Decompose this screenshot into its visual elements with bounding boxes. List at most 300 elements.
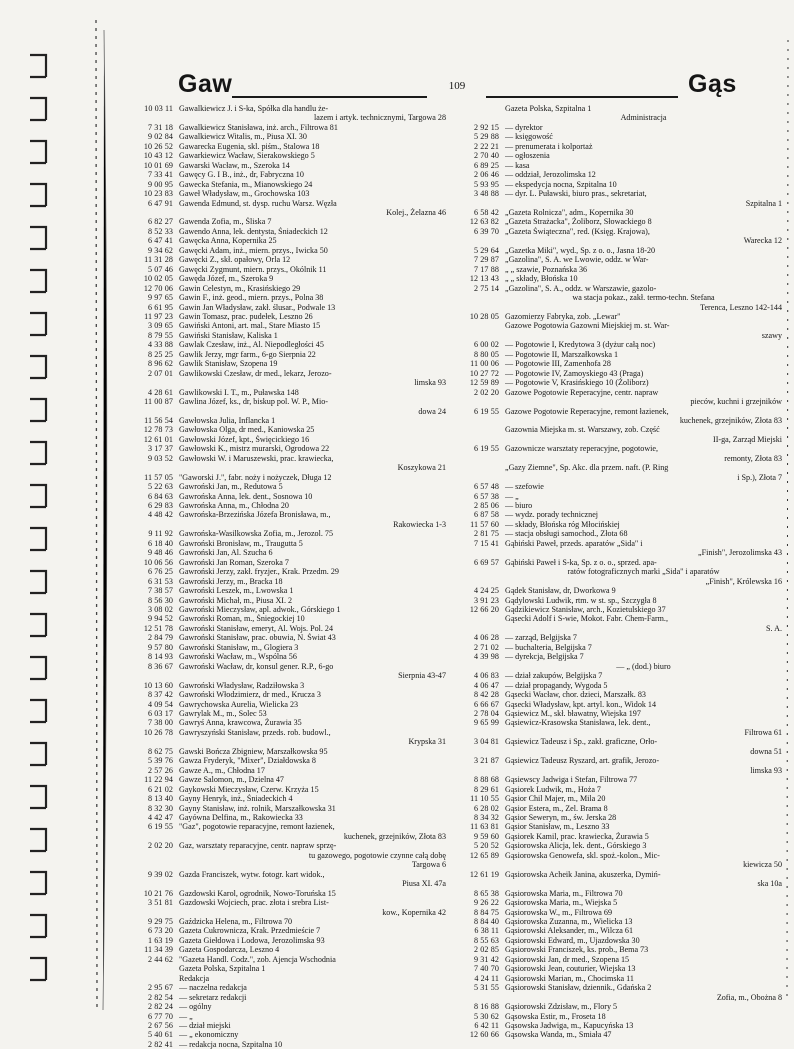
phone-number: 9 65 99 xyxy=(474,718,499,728)
phone-number xyxy=(446,766,505,775)
phone-number: 12 51 78 xyxy=(143,623,173,633)
phone-number: 9 59 60 xyxy=(474,831,499,841)
listing-row xyxy=(120,510,446,519)
listing-text: Gawlak Czesław, inż., Al. Niepodległości 45 xyxy=(179,340,324,350)
listing-text: „Finish", Królewska 16 xyxy=(705,576,782,586)
listing-text: — dział zakupów, Belgijska 7 xyxy=(505,671,603,681)
phone-number xyxy=(446,860,505,869)
listing-text: Gazowe Pogotowie Reperacyjne, remont łazienek, xyxy=(505,406,669,416)
listing-row xyxy=(120,567,446,576)
listing-row xyxy=(120,804,446,813)
listing-text: Gawroński Wacław, m., Wspólna 56 xyxy=(179,652,297,662)
listing-text: „Gazeta Strażacka", Żoliborz, Słowackiego 8 xyxy=(505,217,652,227)
listing-row xyxy=(446,671,782,680)
listing-row xyxy=(120,737,446,746)
listing-row xyxy=(120,501,446,510)
phone-number xyxy=(446,662,505,671)
listing-row xyxy=(446,104,782,113)
listing-row xyxy=(120,794,446,803)
listing-text: Gąsecki Władysław, kpt. artyl. kon., Widok 14 xyxy=(505,699,657,709)
phone-number: 10 27 72 xyxy=(469,368,499,378)
phone-number: 2 02 85 xyxy=(474,945,499,955)
listing-text: — zarząd, Belgijska 7 xyxy=(505,633,577,643)
listing-text: — szefowie xyxy=(505,482,544,492)
listing-text: Gawalkiewicz Stanisława, inż. arch., Filtrowa 81 xyxy=(179,122,338,132)
phone-number: 7 17 88 xyxy=(474,264,499,274)
listing-row xyxy=(120,321,446,330)
listing-row xyxy=(120,1040,446,1049)
listing-row xyxy=(120,388,446,397)
listing-row xyxy=(120,681,446,690)
listing-text: "Gaworski J.", fabr. noży i nożyczek, Długa 12 xyxy=(179,472,332,482)
listing-text: — dyrektor xyxy=(505,122,543,132)
listing-row xyxy=(446,407,782,416)
listing-text: Gawlik Stanisław, Szopena 19 xyxy=(179,359,278,369)
listing-text: Gaździcka Helena, m., Filtrowa 70 xyxy=(179,916,293,926)
phone-number xyxy=(446,397,505,406)
phone-number: 10 23 83 xyxy=(143,189,173,199)
listing-text: tu gazowego, pogotowie czynne całą dobę xyxy=(308,850,446,860)
listing-text: — buchalteria, Belgijska 7 xyxy=(505,642,592,652)
listing-row xyxy=(120,378,446,387)
listing-row xyxy=(446,662,782,671)
listing-row xyxy=(120,529,446,538)
listing-text: Gazeta Cukrownicza, Krak. Przedmieście 7 xyxy=(179,926,321,936)
listing-text: Gazomierzy Fabryka, zob. „Lewar" xyxy=(505,311,621,321)
phone-number xyxy=(120,832,179,841)
phone-number: 10 28 05 xyxy=(469,311,499,321)
listing-row xyxy=(446,548,782,557)
listing-row xyxy=(120,945,446,954)
listing-text: Gazowe Pogotowia Gazowni Miejskiej m. st. War- xyxy=(505,321,670,331)
listing-text: downa 51 xyxy=(750,746,782,756)
phone-number: 11 57 05 xyxy=(144,472,173,482)
phone-number: 3 17 37 xyxy=(148,444,173,454)
listing-row xyxy=(120,113,446,122)
phone-number: 5 22 63 xyxy=(148,482,173,492)
listing-row xyxy=(446,917,782,926)
listing-text: Gąsiorowska Maria, m., Wiejska 5 xyxy=(505,898,618,908)
phone-number xyxy=(120,974,179,983)
phone-number: 2 07 01 xyxy=(148,368,173,378)
listing-row xyxy=(446,700,782,709)
listing-row xyxy=(446,1030,782,1039)
listing-row xyxy=(446,454,782,463)
listing-row xyxy=(120,473,446,482)
listing-row xyxy=(120,265,446,274)
listing-text: Sierpnia 43-47 xyxy=(398,671,446,681)
phone-number: 2 44 62 xyxy=(148,954,173,964)
listing-text: Szpitalna 1 xyxy=(745,198,782,208)
phone-number: 9 11 92 xyxy=(148,529,173,539)
listing-row xyxy=(446,369,782,378)
phone-number: 8 42 28 xyxy=(474,690,499,700)
phone-number xyxy=(446,577,505,586)
listing-row xyxy=(446,520,782,529)
listing-text: Gawroński Leszek, m., Lwowska 1 xyxy=(179,586,294,596)
listing-row xyxy=(120,879,446,888)
listing-text: Gąsiorowska Zuzanna, m., Wielicka 13 xyxy=(505,916,633,926)
phone-number xyxy=(446,113,505,122)
listing-row xyxy=(446,756,782,765)
phone-number: 5 07 46 xyxy=(148,264,173,274)
listing-row xyxy=(446,983,782,992)
listing-row xyxy=(120,756,446,765)
listing-text: Gawroński Bronisław, m., Traugutta 5 xyxy=(179,538,303,548)
listing-text: Gąbiński Paweł i S-ka, Sp. z o. o., sprzed. apa- xyxy=(505,557,657,567)
listing-text: — Pogotowie I, Kredytowa 3 (dyżur całą noc) xyxy=(505,340,656,350)
listing-row xyxy=(120,983,446,992)
listing-text: Gawroński Stanisław, emeryt, Al. Wojs. Pol. 24 xyxy=(179,623,334,633)
phone-number: 6 31 53 xyxy=(148,576,173,586)
phone-number: 10 26 78 xyxy=(143,727,173,737)
phone-number: 9 02 84 xyxy=(148,132,173,142)
listing-row xyxy=(446,510,782,519)
listing-row xyxy=(120,539,446,548)
listing-row xyxy=(446,321,782,330)
listing-row xyxy=(120,974,446,983)
phone-number: 10 02 05 xyxy=(143,274,173,284)
listing-row xyxy=(120,1021,446,1030)
listing-text: Gawiński Antoni, art. mal., Stare Miasto 15 xyxy=(179,321,321,331)
phone-number: 2 22 21 xyxy=(474,141,499,151)
phone-number: 9 03 52 xyxy=(148,453,173,463)
listing-row xyxy=(446,425,782,434)
listing-text: Gazeta Polska, Szpitalna 1 xyxy=(179,964,266,974)
phone-number: 5 40 61 xyxy=(148,1030,173,1040)
listing-row xyxy=(446,766,782,775)
phone-number: 3 21 87 xyxy=(474,756,499,766)
listing-row xyxy=(446,822,782,831)
listing-text: Gawlikowski Czesław, dr med., lekarz, Jerozo- xyxy=(179,368,332,378)
listing-text: kuchenek, grzejników, Złota 83 xyxy=(343,831,446,841)
listing-row xyxy=(120,766,446,775)
phone-number: 4 33 88 xyxy=(148,340,173,350)
phone-number: 8 36 67 xyxy=(148,661,173,671)
listing-text: Gawryszyński Stanisław, przeds. rob. budowl., xyxy=(179,727,331,737)
listing-row xyxy=(120,397,446,406)
listing-row xyxy=(446,303,782,312)
listing-row xyxy=(446,870,782,879)
listing-row xyxy=(446,558,782,567)
listing-row xyxy=(446,728,782,737)
listing-text: „ „ szawie, Poznańska 36 xyxy=(505,264,588,274)
listing-text: — Pogotowie V, Krasińskiego 10 (Żoliborz) xyxy=(505,378,649,388)
listing-text: Gawroński Stanisław, prac. obuwia, N. Świat 43 xyxy=(179,633,336,643)
listing-row xyxy=(446,170,782,179)
phone-number: 2 92 15 xyxy=(474,122,499,132)
listing-row xyxy=(446,199,782,208)
listing-row xyxy=(120,955,446,964)
phone-number xyxy=(120,851,179,860)
phone-number: 4 06 28 xyxy=(474,633,499,643)
phone-number xyxy=(120,378,179,387)
listing-row xyxy=(120,718,446,727)
listing-row xyxy=(120,822,446,831)
phone-number: 8 34 32 xyxy=(474,812,499,822)
listing-text: „Gazeta Świąteczna", red. (Księg. Krajowa), xyxy=(505,226,650,236)
listing-row xyxy=(120,369,446,378)
listing-text: Gazownia Miejska m. st. Warszawy, zob. Część xyxy=(505,425,660,435)
listing-text: ska 10a xyxy=(757,879,782,889)
phone-number: 11 57 60 xyxy=(470,519,499,529)
listing-text: Gawłowski W. i Maruszewski, prac. krawiecka, xyxy=(179,453,334,463)
listing-text: Gawalkiewicz J. i S-ka, Spółka dla handlu że- xyxy=(179,104,329,113)
listing-row xyxy=(446,652,782,661)
listing-row xyxy=(120,964,446,973)
listing-row xyxy=(120,331,446,340)
listing-row xyxy=(446,1002,782,1011)
listing-row xyxy=(446,246,782,255)
listing-row xyxy=(120,926,446,935)
listing-text: „Gazeta Rolnicza", adm., Kopernika 30 xyxy=(505,207,634,217)
listing-text: Gąsiorowski Edward, m., Ujazdowska 30 xyxy=(505,935,640,945)
phone-number: 2 70 40 xyxy=(474,151,499,161)
phone-number: 9 97 65 xyxy=(148,293,173,303)
phone-number: 7 38 57 xyxy=(148,586,173,596)
phone-number: 8 84 40 xyxy=(474,916,499,926)
listing-row xyxy=(120,161,446,170)
listing-text: — Pogotowie II, Marszałkowska 1 xyxy=(505,349,619,359)
phone-number: 7 40 70 xyxy=(474,964,499,974)
phone-number xyxy=(446,303,505,312)
listing-text: Gąsiewscy Jadwiga i Stefan, Filtrowa 77 xyxy=(505,775,638,785)
listing-text: Gawroński Jerzy, zakł. fryzjer., Krak. Przedm. 29 xyxy=(179,567,339,577)
phone-number: 8 79 55 xyxy=(148,330,173,340)
listing-text: — „ xyxy=(505,491,519,501)
listing-text: Gawrylak M., m., Solec 53 xyxy=(179,709,267,718)
phone-number xyxy=(446,331,505,340)
listing-text: „Gazy Ziemne", Sp. Akc. dla przem. naft. (P. Ring xyxy=(505,463,669,473)
listing-row xyxy=(120,189,446,198)
listing-text: Gąbiński Paweł, przeds. aparatów „Sida" i xyxy=(505,538,643,548)
phone-number: 6 66 67 xyxy=(474,699,499,709)
phone-number: 8 84 75 xyxy=(474,907,499,917)
listing-row xyxy=(446,113,782,122)
phone-number: 6 42 11 xyxy=(474,1020,499,1030)
listing-text: — ekspedycja nocna, Szpitalna 10 xyxy=(505,179,617,189)
phone-number: 6 39 70 xyxy=(474,226,499,236)
listing-text: Gądzikiewicz Stanisław, arch., Kozietulskiego 37 xyxy=(505,605,666,615)
listing-text: Gawroński Roman, m., Śniegockiej 10 xyxy=(179,614,305,624)
listing-row xyxy=(120,303,446,312)
phone-number: 2 67 56 xyxy=(148,1020,173,1030)
listing-text: i Sp.), Złota 7 xyxy=(737,472,782,482)
phone-number: 7 33 41 xyxy=(148,170,173,180)
listing-row xyxy=(446,596,782,605)
listing-text: Gawenda Zofia, m., Śliska 7 xyxy=(179,217,272,227)
phone-number: 9 94 52 xyxy=(148,614,173,624)
phone-number: 6 18 40 xyxy=(148,538,173,548)
phone-number: 11 97 23 xyxy=(144,311,173,321)
listing-text: — ogłoszenia xyxy=(505,151,550,161)
listing-text: Zofia, m., Obożna 8 xyxy=(716,992,782,1002)
listing-row xyxy=(120,596,446,605)
phone-number: 2 95 67 xyxy=(148,983,173,993)
phone-number: 6 57 38 xyxy=(474,491,499,501)
listing-row xyxy=(120,577,446,586)
phone-number: 3 04 81 xyxy=(474,737,499,747)
phone-number xyxy=(120,520,179,529)
listing-row xyxy=(120,813,446,822)
listing-text: Gazda Franciszek, wytw. fotogr. kart widok., xyxy=(179,869,325,879)
phone-number: 7 29 87 xyxy=(474,255,499,265)
listing-text: Gawroński Michał, m., Piusa XI. 2 xyxy=(179,595,293,605)
listing-text: Gąsiorek Ludwik, m., Hoża 7 xyxy=(505,784,601,794)
listing-row xyxy=(446,841,782,850)
phone-number: 11 56 54 xyxy=(144,415,173,425)
listing-row xyxy=(446,331,782,340)
phone-number: 8 96 62 xyxy=(148,359,173,369)
listing-text: — biuro xyxy=(505,501,533,511)
listing-row xyxy=(120,444,446,453)
listing-row xyxy=(120,227,446,236)
phone-number: 9 26 22 xyxy=(474,898,499,908)
listing-row xyxy=(120,208,446,217)
listing-text: — dział propagandy, Wygoda 5 xyxy=(505,680,608,690)
phone-number: 4 09 54 xyxy=(148,699,173,709)
listing-text: — ogólny xyxy=(179,1002,212,1012)
phone-number: 10 26 52 xyxy=(143,141,173,151)
listing-row xyxy=(120,652,446,661)
listing-row xyxy=(446,151,782,160)
listing-text: Gayówna Delfina, m., Rakowiecka 33 xyxy=(179,812,303,822)
listing-row xyxy=(446,785,782,794)
listing-row xyxy=(120,690,446,699)
phone-number xyxy=(446,435,505,444)
listing-row xyxy=(446,681,782,690)
listing-text: Gawęda Józef, m., Szeroka 9 xyxy=(179,274,274,284)
listing-row xyxy=(120,870,446,879)
listing-row xyxy=(120,407,446,416)
listing-row xyxy=(120,747,446,756)
listing-row xyxy=(446,860,782,869)
phone-number xyxy=(446,463,505,472)
listing-text: Gąsior Estera, m., Zel. Brama 8 xyxy=(505,803,608,813)
listing-text: Gawęcki Adam, inż., miern. przys., Iwicka 50 xyxy=(179,245,328,255)
listing-text: Warecka 12 xyxy=(743,236,782,246)
listing-text: Gąsiorowski Marian, m., Chocimska 11 xyxy=(505,973,634,983)
phone-number xyxy=(446,567,505,576)
phone-number: 5 93 95 xyxy=(474,179,499,189)
listing-text: Gąsiorowska Alicja, lek. dent., Górskiego 3 xyxy=(505,841,647,851)
phone-number: 12 60 66 xyxy=(469,1030,499,1040)
listing-row xyxy=(120,775,446,784)
listing-row xyxy=(120,132,446,141)
listing-text: Gąsecki Wacław, chor. dzieci, Marszałk. 83 xyxy=(505,690,646,700)
listing-text: Gąsior Seweryn, m., św. Jerska 28 xyxy=(505,812,617,822)
listing-text: — Pogotowie IV, Zamoyskiego 43 (Praga) xyxy=(505,368,644,378)
listing-text: Gąsiewicz Tadeusz Ryszard, art. grafik, Jerozo- xyxy=(505,756,660,766)
phone-number: 9 48 46 xyxy=(148,548,173,558)
listing-row xyxy=(446,955,782,964)
listing-text: szawy xyxy=(761,330,782,340)
listing-row xyxy=(446,690,782,699)
phone-number: 11 00 87 xyxy=(144,397,173,407)
phone-number: 9 57 80 xyxy=(148,642,173,652)
phone-number: 8 80 05 xyxy=(474,349,499,359)
listing-text: Gazowe Pogotowie Reperacyjne, centr. napraw xyxy=(505,387,659,397)
phone-number: 3 91 23 xyxy=(474,595,499,605)
phone-number: 4 28 61 xyxy=(148,387,173,397)
listing-text: — sekretarz redakcji xyxy=(179,992,247,1002)
phone-number: 8 14 93 xyxy=(148,652,173,662)
listing-text: Gawroński Stanisław, m., Glogiera 3 xyxy=(179,642,299,652)
phone-number: 4 06 83 xyxy=(474,671,499,681)
listing-row xyxy=(120,435,446,444)
listing-row xyxy=(120,340,446,349)
listing-text: Gayny Stanisław, inż. rolnik, Marszałkowska 31 xyxy=(179,803,336,813)
listing-row xyxy=(120,917,446,926)
phone-number: 5 20 52 xyxy=(474,841,499,851)
phone-number xyxy=(120,208,179,217)
listing-row xyxy=(446,208,782,217)
phone-number: 12 13 43 xyxy=(469,274,499,284)
listing-text: Gąsiewicz M., skł. bławatny, Wiejska 197 xyxy=(505,709,641,718)
binding-edge xyxy=(0,0,110,1024)
phone-number: 5 39 76 xyxy=(148,756,173,766)
listing-row xyxy=(446,463,782,472)
phone-number: 10 03 11 xyxy=(144,104,173,113)
phone-number: 10 43 12 xyxy=(143,151,173,161)
phone-number: 6 82 27 xyxy=(148,217,173,227)
listing-text: kuchenek, grzejników, Złota 83 xyxy=(679,415,782,425)
phone-number: 2 85 06 xyxy=(474,501,499,511)
listing-text: Gawęcki Zygmunt, miern. przys., Okólnik 11 xyxy=(179,264,327,274)
listing-text: Gąsowska Jadwiga, m., Kapucyńska 13 xyxy=(505,1020,634,1030)
phone-number: 2 84 79 xyxy=(148,633,173,643)
listing-text: Gawendo Anna, lek. dentysta, Śniadeckich 12 xyxy=(179,226,328,236)
listing-text: Gawroński Władysław, Radziłowska 3 xyxy=(179,680,305,690)
listing-row xyxy=(120,841,446,850)
listing-row xyxy=(446,747,782,756)
phone-number: 6 28 02 xyxy=(474,803,499,813)
listing-text: Gąsiorowski Aleksander, m., Wilcza 61 xyxy=(505,926,633,936)
listing-text: Gąsiorowska Maria, m., Filtrowa 70 xyxy=(505,888,623,898)
listing-row xyxy=(446,567,782,576)
listing-text: Gazeta Gospodarcza, Leszno 4 xyxy=(179,945,280,955)
phone-number: 2 78 04 xyxy=(474,709,499,718)
phone-number xyxy=(446,747,505,756)
listing-row xyxy=(446,577,782,586)
listing-text: Gawenda Edmund, st. dysp. ruchu Warsz. Węzła xyxy=(179,198,337,208)
listing-row xyxy=(120,832,446,841)
listing-row xyxy=(120,633,446,642)
listing-row xyxy=(446,624,782,633)
listing-row xyxy=(446,265,782,274)
phone-number: 8 65 38 xyxy=(474,888,499,898)
phone-number: 5 31 55 xyxy=(474,983,499,993)
listing-text: Gawarkiewicz Wacław, Sierakowskiego 5 xyxy=(179,151,315,161)
listing-row xyxy=(446,614,782,623)
listing-text: limska 93 xyxy=(414,378,446,388)
phone-number: 12 66 20 xyxy=(469,605,499,615)
phone-number: 9 29 75 xyxy=(148,916,173,926)
listing-row xyxy=(446,539,782,548)
listing-text: Gawlikowski I. T., m., Puławska 148 xyxy=(179,387,299,397)
phone-number: 8 37 42 xyxy=(148,690,173,700)
listing-text: Gąsowska Estir, m., Froseta 18 xyxy=(505,1011,606,1021)
listing-text: Piusa XI. 47a xyxy=(402,879,446,889)
phone-number: 3 09 65 xyxy=(148,321,173,331)
phone-number: 11 00 06 xyxy=(470,359,499,369)
listing-row xyxy=(446,804,782,813)
listing-text: II-ga, Zarząd Miejski xyxy=(713,434,782,444)
listing-text: Gawłowski K., mistrz murarski, Ogrodowa 22 xyxy=(179,444,330,454)
phone-number: 2 02 20 xyxy=(148,841,173,851)
phone-number: 12 70 06 xyxy=(143,283,173,293)
phone-number xyxy=(120,407,179,416)
